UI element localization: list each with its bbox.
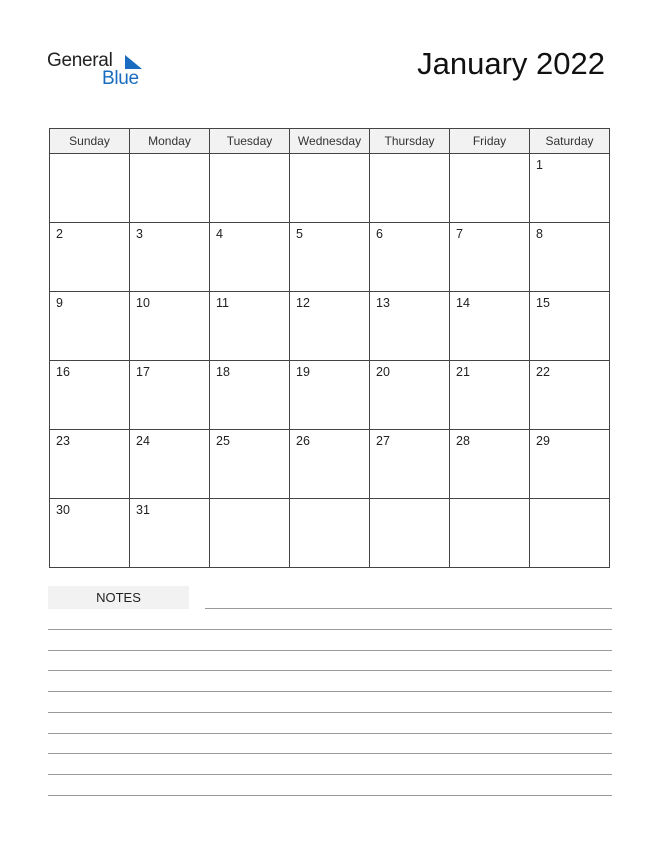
day-number: 15	[536, 296, 550, 310]
calendar-day-cell	[450, 223, 530, 292]
day-number: 17	[136, 365, 150, 379]
notes-line	[48, 733, 612, 734]
calendar-week-row	[50, 154, 610, 223]
day-number: 29	[536, 434, 550, 448]
calendar-day-cell	[450, 154, 530, 223]
calendar-day-cell	[450, 292, 530, 361]
weekday-header: Wednesday	[290, 129, 370, 154]
day-number: 1	[536, 158, 543, 172]
calendar-day-cell	[130, 292, 210, 361]
calendar-day-cell	[370, 154, 450, 223]
calendar-day-cell	[290, 223, 370, 292]
notes-line	[48, 670, 612, 671]
page-title: January 2022	[417, 46, 605, 81]
calendar-day-cell	[130, 361, 210, 430]
day-number: 20	[376, 365, 390, 379]
notes-line	[48, 712, 612, 713]
calendar-day-cell	[210, 499, 290, 568]
notes-line	[48, 691, 612, 692]
calendar-day-cell	[130, 223, 210, 292]
calendar-day-cell	[50, 430, 130, 499]
calendar-week-row	[50, 292, 610, 361]
calendar-day-cell	[290, 361, 370, 430]
calendar-grid	[49, 128, 610, 568]
calendar-day-cell	[130, 499, 210, 568]
calendar-day-cell	[290, 154, 370, 223]
day-number: 31	[136, 503, 150, 517]
calendar-day-cell	[50, 223, 130, 292]
day-number: 18	[216, 365, 230, 379]
day-number: 27	[376, 434, 390, 448]
day-number: 28	[456, 434, 470, 448]
calendar-day-cell	[50, 154, 130, 223]
calendar-day-cell	[530, 499, 610, 568]
day-number: 5	[296, 227, 303, 241]
weekday-header: Monday	[130, 129, 210, 154]
calendar-day-cell	[370, 292, 450, 361]
notes-line	[48, 774, 612, 775]
notes-line	[48, 650, 612, 651]
calendar-day-cell	[370, 361, 450, 430]
calendar-day-cell	[50, 361, 130, 430]
notes-line	[48, 795, 612, 796]
calendar-day-cell	[450, 361, 530, 430]
day-number: 6	[376, 227, 383, 241]
day-number: 3	[136, 227, 143, 241]
day-number: 2	[56, 227, 63, 241]
calendar-day-cell	[210, 223, 290, 292]
day-number: 10	[136, 296, 150, 310]
calendar-day-cell	[210, 430, 290, 499]
day-number: 7	[456, 227, 463, 241]
calendar-day-cell	[530, 292, 610, 361]
calendar-day-cell	[530, 361, 610, 430]
logo-word-general: General	[47, 50, 113, 71]
day-number: 14	[456, 296, 470, 310]
calendar-day-cell	[370, 223, 450, 292]
day-number: 26	[296, 434, 310, 448]
notes-label: NOTES	[48, 586, 189, 609]
day-number: 19	[296, 365, 310, 379]
calendar-day-cell	[450, 499, 530, 568]
day-number: 30	[56, 503, 70, 517]
calendar-week-row	[50, 499, 610, 568]
calendar-day-cell	[210, 361, 290, 430]
weekday-header: Tuesday	[210, 129, 290, 154]
day-number: 8	[536, 227, 543, 241]
notes-line	[205, 608, 612, 609]
calendar-day-cell	[530, 430, 610, 499]
day-number: 21	[456, 365, 470, 379]
weekday-header: Saturday	[530, 129, 610, 154]
day-number: 4	[216, 227, 223, 241]
day-number: 23	[56, 434, 70, 448]
day-number: 11	[216, 296, 229, 310]
day-number: 9	[56, 296, 63, 310]
calendar-day-cell	[530, 154, 610, 223]
day-number: 22	[536, 365, 550, 379]
calendar-day-cell	[290, 292, 370, 361]
day-number: 25	[216, 434, 230, 448]
calendar-day-cell	[130, 154, 210, 223]
calendar-week-row	[50, 430, 610, 499]
calendar-day-cell	[210, 292, 290, 361]
calendar-day-cell	[130, 430, 210, 499]
calendar-day-cell	[290, 430, 370, 499]
calendar-day-cell	[290, 499, 370, 568]
weekday-header: Sunday	[50, 129, 130, 154]
day-number: 16	[56, 365, 70, 379]
logo-word-blue: Blue	[102, 68, 139, 89]
calendar-day-cell	[370, 499, 450, 568]
weekday-header: Friday	[450, 129, 530, 154]
brand-logo	[47, 50, 157, 90]
notes-line	[48, 753, 612, 754]
calendar-week-row	[50, 223, 610, 292]
calendar-day-cell	[370, 430, 450, 499]
weekday-header: Thursday	[370, 129, 450, 154]
day-number: 24	[136, 434, 150, 448]
calendar-day-cell	[50, 292, 130, 361]
notes-line	[48, 629, 612, 630]
calendar-day-cell	[210, 154, 290, 223]
calendar-day-cell	[450, 430, 530, 499]
day-number: 13	[376, 296, 390, 310]
calendar-week-row	[50, 361, 610, 430]
day-number: 12	[296, 296, 310, 310]
weekday-header-row	[50, 129, 610, 154]
calendar-day-cell	[50, 499, 130, 568]
calendar-day-cell	[530, 223, 610, 292]
